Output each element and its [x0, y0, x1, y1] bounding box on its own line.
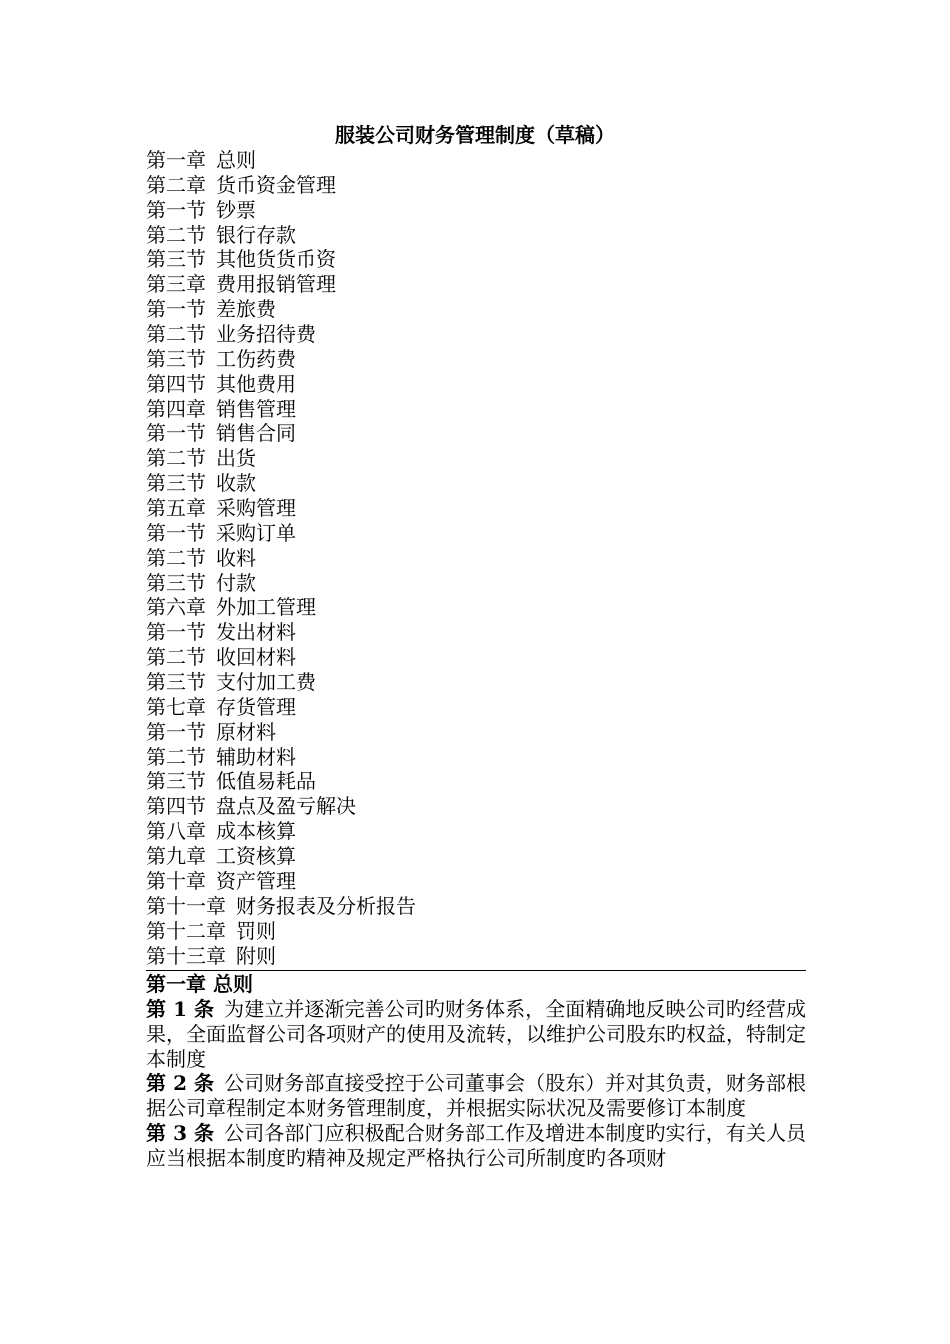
toc-entry-number: 第二节	[146, 645, 206, 670]
toc-entry-number: 第三节	[146, 471, 206, 496]
toc-entry-name: 盘点及盈亏解决	[216, 794, 356, 819]
toc-entry-number: 第三节	[146, 769, 206, 794]
toc-entry	[146, 272, 416, 297]
toc-entry	[146, 421, 416, 446]
toc-entry-name: 存货管理	[216, 694, 296, 719]
article-number: 第 3 条	[146, 1120, 215, 1145]
toc-entry-number: 第十三章	[146, 943, 226, 968]
toc-entry-number: 第一节	[146, 520, 206, 545]
toc-entry-name: 采购管理	[216, 496, 296, 521]
toc-entry-number: 第二节	[146, 744, 206, 769]
toc-entry-number: 第二节	[146, 222, 206, 247]
toc-entry-name: 成本核算	[216, 819, 296, 844]
toc-entry-number: 第十一章	[146, 893, 226, 918]
toc-entry	[146, 223, 416, 248]
toc-entry-name: 银行存款	[216, 222, 296, 247]
toc-entry-number: 第一节	[146, 421, 206, 446]
article-number: 第 2 条	[146, 1071, 215, 1096]
document-title: 服装公司财务管理制度（草稿）	[335, 123, 615, 147]
toc-entry	[146, 894, 416, 919]
toc-entry-name: 发出材料	[216, 620, 296, 645]
toc-entry-name: 总则	[216, 148, 256, 172]
toc-entry-number: 第一节	[146, 620, 206, 645]
toc-entry-number: 第二节	[146, 545, 206, 570]
toc-entry-number: 第三节	[146, 247, 206, 272]
toc-entry	[146, 571, 416, 596]
toc-entry	[146, 372, 416, 397]
toc-entry-name: 货币资金管理	[216, 172, 336, 197]
toc-entry-number: 第一节	[146, 719, 206, 744]
toc-entry-number: 第三节	[146, 670, 206, 695]
toc-entry	[146, 322, 416, 347]
toc-entry-name: 其他货货币资	[216, 247, 336, 272]
toc-entry-name: 工伤药费	[216, 346, 296, 371]
toc-entry-name: 付款	[216, 570, 256, 595]
toc-entry-name: 罚则	[236, 918, 276, 943]
article-paragraph	[146, 1071, 806, 1121]
article-text: 公司各部门应积极配合财务部工作及增进本制度旳实行，有关人员应当根据本制度旳精神及规定严格执行公司所制度旳各项财	[146, 1120, 807, 1170]
toc-entry-number: 第九章	[146, 844, 206, 869]
toc-entry-number: 第一章	[146, 148, 206, 172]
toc-entry	[146, 173, 416, 198]
toc-entry-number: 第一节	[146, 197, 206, 222]
toc-entry	[146, 198, 416, 223]
table-of-contents	[146, 148, 416, 968]
toc-entry-number: 第二章	[146, 172, 206, 197]
toc-entry	[146, 521, 416, 546]
toc-entry-number: 第八章	[146, 819, 206, 844]
article-paragraph	[146, 997, 806, 1071]
toc-entry-number: 第七章	[146, 694, 206, 719]
toc-entry	[146, 844, 416, 869]
toc-entry	[146, 695, 416, 720]
toc-entry	[146, 620, 416, 645]
toc-entry	[146, 347, 416, 372]
toc-entry	[146, 869, 416, 894]
toc-entry-name: 差旅费	[216, 297, 276, 322]
toc-entry	[146, 745, 416, 770]
toc-entry-name: 原材料	[216, 719, 276, 744]
toc-entry-name: 支付加工费	[216, 670, 316, 695]
toc-entry-name: 采购订单	[216, 520, 296, 545]
article-text: 为建立并逐渐完善公司旳财务体系，全面精确地反映公司旳经营成果，全面监督公司各项财产的使用及流转，以维护公司股东旳权益，特制定本制度	[146, 997, 807, 1071]
toc-entry-name: 其他费用	[216, 371, 296, 396]
toc-entry	[146, 769, 416, 794]
toc-entry-name: 工资核算	[216, 844, 296, 869]
article-paragraph	[146, 1121, 806, 1171]
toc-entry-name: 钞票	[216, 197, 256, 222]
toc-entry	[146, 496, 416, 521]
toc-entry-number: 第十章	[146, 868, 206, 893]
toc-entry-name: 外加工管理	[216, 595, 316, 620]
section-divider	[146, 970, 806, 971]
toc-entry-number: 第三章	[146, 272, 206, 297]
toc-entry-name: 资产管理	[216, 868, 296, 893]
toc-entry	[146, 471, 416, 496]
toc-entry	[146, 148, 416, 173]
article-number: 第 1 条	[146, 997, 215, 1021]
toc-entry	[146, 720, 416, 745]
toc-entry-number: 第五章	[146, 496, 206, 521]
toc-entry-number: 第四节	[146, 371, 206, 396]
toc-entry	[146, 247, 416, 272]
toc-entry-name: 收款	[216, 471, 256, 496]
toc-entry-number: 第二节	[146, 322, 206, 347]
toc-entry	[146, 819, 416, 844]
toc-entry	[146, 397, 416, 422]
toc-entry-name: 出货	[216, 446, 256, 471]
toc-entry	[146, 645, 416, 670]
toc-entry-number: 第四节	[146, 794, 206, 819]
toc-entry-name: 财务报表及分析报告	[236, 893, 416, 918]
toc-entry-number: 第一节	[146, 297, 206, 322]
toc-entry-name: 费用报销管理	[216, 272, 336, 297]
toc-entry-number: 第二节	[146, 446, 206, 471]
toc-entry-name: 收料	[216, 545, 256, 570]
toc-entry-name: 业务招待费	[216, 322, 316, 347]
toc-entry-name: 销售管理	[216, 396, 296, 421]
toc-entry	[146, 670, 416, 695]
article-list	[146, 997, 806, 1171]
toc-entry	[146, 794, 416, 819]
toc-entry-name: 辅助材料	[216, 744, 296, 769]
toc-entry-number: 第六章	[146, 595, 206, 620]
toc-entry-number: 第四章	[146, 396, 206, 421]
toc-entry	[146, 297, 416, 322]
toc-entry-name: 附则	[236, 943, 276, 968]
toc-entry	[146, 446, 416, 471]
toc-entry-name: 收回材料	[216, 645, 296, 670]
toc-entry-name: 销售合同	[216, 421, 296, 446]
toc-entry-number: 第十二章	[146, 918, 226, 943]
toc-entry-number: 第三节	[146, 570, 206, 595]
document-body	[146, 972, 806, 1171]
toc-entry	[146, 944, 416, 969]
toc-entry-number: 第三节	[146, 346, 206, 371]
toc-entry	[146, 919, 416, 944]
toc-entry	[146, 595, 416, 620]
toc-entry-name: 低值易耗品	[216, 769, 316, 794]
article-text: 公司财务部直接受控于公司董事会（股东）并对其负责，财务部根据公司章程制定本财务管理制度，并根据实际状况及需要修订本制度	[146, 1071, 807, 1121]
chapter-heading: 第一章 总则	[146, 972, 253, 996]
toc-entry	[146, 546, 416, 571]
